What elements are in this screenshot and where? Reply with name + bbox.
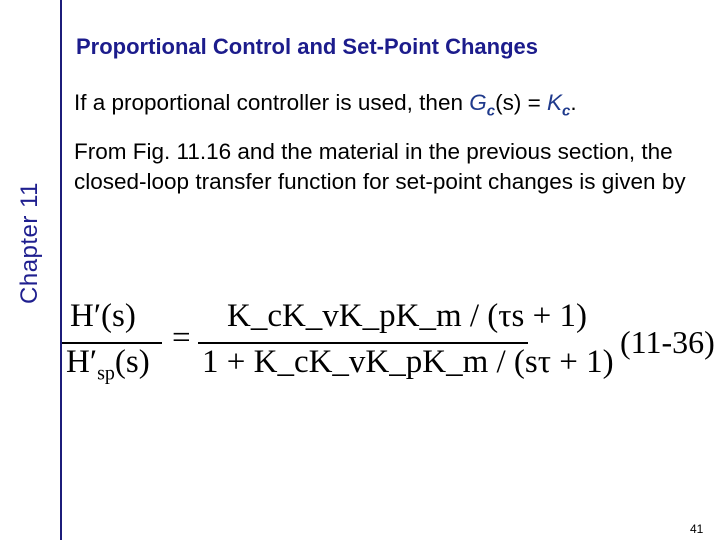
paragraph-transfer-function: From Fig. 11.16 and the material in the previous section, the closed-loop transfer function for set-point changes is given by — [74, 139, 686, 194]
slide-title: Proportional Control and Set-Point Changes — [76, 34, 538, 59]
kc-symbol: $K_c$ — [546, 90, 571, 120]
lhs-denominator: $H'_{sp}(s)$ — [66, 344, 150, 385]
rhs-numerator: K_cK_vK_pK_m / (τs + 1) — [227, 298, 588, 334]
rhs-denominator: 1 + K_cK_vK_pK_m / (sτ + 1) — [202, 344, 614, 380]
chapter-label-text: Chapter 11 — [16, 182, 43, 304]
chapter-label — [0, 0, 60, 540]
page-number: 41 — [690, 522, 704, 536]
gc-symbol: $G_c$ — [469, 90, 496, 120]
gc-args: (s) = — [495, 90, 547, 115]
paragraph-text: If a proportional controller is used, then — [74, 90, 470, 115]
paragraph-controller: If a proportional controller is used, then $G_c(s) = K_c$. — [74, 90, 577, 120]
lhs-numerator: H′(s) — [70, 298, 136, 334]
transfer-function-equation — [62, 292, 622, 392]
equals-sign: = — [172, 320, 191, 356]
equation-number: (11-36) — [620, 324, 715, 360]
divider-line — [60, 0, 62, 540]
